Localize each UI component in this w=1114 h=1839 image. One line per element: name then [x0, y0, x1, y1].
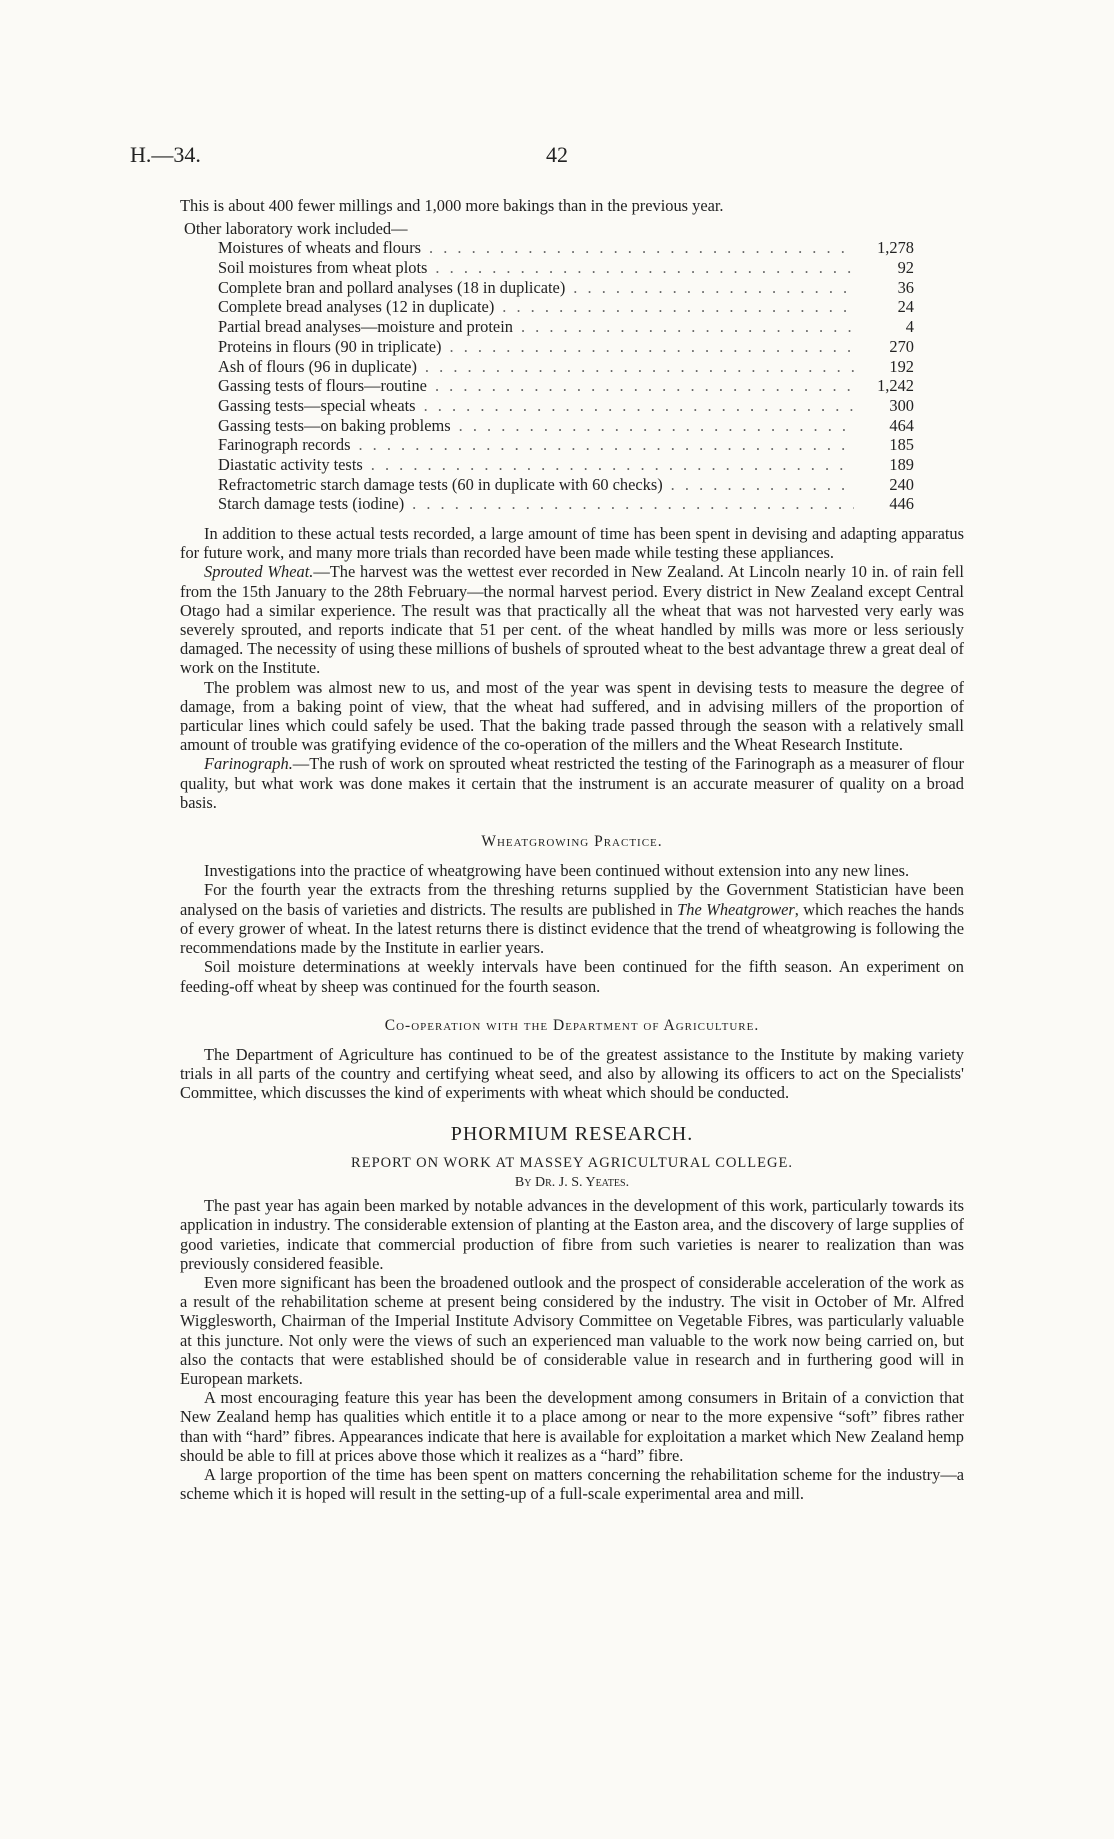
cooperation-heading: Co-operation with the Department of Agriculture. [384, 1016, 760, 1034]
cooperation-p1: The Department of Agriculture has continued to be of the greatest assistance to the Institute by making variety trials in all parts of the country and certifying wheat seed, and also by allowing its officers to act on the Specialists' Committee, which discusses the kind of experiments with wheat which should be conducted. [180, 1044, 964, 1103]
phormium-p4: A large proportion of the time has been spent on matters concerning the rehabilitation scheme for the industry—a scheme which it is hoped will result in the setting-up of a full-scale experimental area and mill. [180, 1464, 964, 1504]
dot-leader [416, 396, 854, 415]
lab-work-item-label: Ash of flours (96 in duplicate) [218, 356, 417, 376]
farinograph-paragraph [180, 754, 964, 812]
dot-leader [494, 297, 854, 316]
phormium-heading: PHORMIUM RESEARCH. [450, 1122, 694, 1145]
lab-work-item-label: Refractometric starch damage tests (60 in duplicate with 60 checks) [218, 474, 663, 494]
dot-leader [451, 416, 854, 435]
wheatgrowing-p2 [180, 880, 964, 957]
document-body [180, 196, 964, 1503]
lab-work-row [218, 435, 914, 455]
lab-work-row [218, 238, 914, 258]
lab-work-item-value: 189 [889, 454, 914, 474]
lab-work-item-value: 1,278 [877, 238, 914, 258]
wheatgrowing-p2-before: For the fourth year the extracts from the threshing returns supplied by the Government Statistician have been analysed on the basis of varieties and districts. The results are published in [180, 880, 964, 919]
sprouted-wheat-text: —The harvest was the wettest ever recorded in New Zealand. At Lincoln nearly 10 in. of rain fell from the 15th January to the 28th February—the normal harvest period. Every district in New Zealand except Central Otago had a similar experience. The result was that practically all the wheat that was not harvested very early was severely sprouted, and reports indicate that 51 per cent. of the wheat handled by mills was more or less seriously damaged. The necessity of using these millions of bushels of sprouted wheat to the best advantage threw a great deal of work on the Institute. [180, 562, 964, 678]
phormium-p1: The past year has again been marked by notable advances in the development of this work, particularly towards its application in industry. The considerable extension of planting at the Easton area, and the discovery of large supplies of good varieties, indicate that commercial production of fibre from such varieties is nearer to realization than was previously considered feasible. [180, 1196, 964, 1273]
page-header [130, 142, 984, 172]
lab-work-row [218, 278, 914, 298]
lab-work-item-label: Diastatic activity tests [218, 454, 363, 474]
intro-paragraph: This is about 400 fewer millings and 1,000 more bakings than in the previous year. [180, 196, 724, 215]
dot-leader [442, 337, 854, 356]
dot-leader [363, 455, 854, 474]
sprouted-wheat-title: Sprouted Wheat. [204, 562, 314, 582]
wheatgrowing-p1: Investigations into the practice of wheatgrowing have been continued without extension into any new lines. [204, 861, 910, 881]
dot-leader [421, 238, 854, 257]
dot-leader [565, 278, 854, 297]
lab-work-row [218, 494, 914, 514]
lab-work-item-label: Gassing tests—special wheats [218, 395, 416, 415]
lab-work-row [218, 357, 914, 377]
lab-work-item-value: 92 [897, 258, 914, 278]
lab-work-item-label: Complete bread analyses (12 in duplicate) [218, 297, 495, 317]
lab-work-item-value: 24 [897, 297, 914, 317]
lab-work-item-value: 185 [889, 435, 914, 455]
lab-work-item-label: Proteins in flours (90 in triplicate) [218, 336, 442, 356]
phormium-subheading: REPORT ON WORK AT MASSEY AGRICULTURAL COLLEGE. [351, 1154, 793, 1171]
lab-work-item-label: Farinograph records [218, 435, 351, 455]
dot-leader [427, 258, 854, 277]
addition-paragraph: In addition to these actual tests recorded, a large amount of time has been spent in devising and adapting apparatus for future work, and many more trials than recorded have been made while testing these appliances. [180, 524, 964, 563]
lab-work-row [218, 297, 914, 317]
lab-work-row [218, 396, 914, 416]
lab-work-item-value: 446 [889, 494, 914, 514]
lab-work-item-value: 36 [897, 277, 914, 297]
lab-work-item-value: 4 [905, 317, 914, 337]
lab-work-item-label: Partial bread analyses—moisture and protein [218, 317, 513, 337]
dot-leader [663, 475, 854, 494]
phormium-p3: A most encouraging feature this year has been the development among consumers in Britain of a conviction that New Zealand hemp has qualities which entitle it to a place among or near to the more expensive “soft” fibres rather than with “hard” fibres. Appearances indicate that here is available for exploitation a market which New Zealand hemp should be able to fill at prices above those which it realizes as a “hard” fibre. [180, 1388, 964, 1465]
lab-work-item-label: Gassing tests of flours—routine [218, 376, 427, 396]
lab-work-row [218, 475, 914, 495]
lab-work-item-value: 192 [889, 356, 914, 376]
wheatgrowing-heading: Wheatgrowing Practice. [481, 833, 663, 851]
lab-work-table [218, 238, 914, 514]
dot-leader [404, 494, 854, 513]
dot-leader [427, 376, 854, 395]
lab-work-item-value: 240 [889, 474, 914, 494]
farinograph-text: —The rush of work on sprouted wheat restricted the testing of the Farinograph as a measurer of flour quality, but what work was done makes it certain that the instrument is an accurate measurer of quality on a broad basis. [180, 754, 964, 812]
lab-work-item-label: Starch damage tests (iodine) [218, 494, 405, 514]
lab-work-item-label: Moistures of wheats and flours [218, 238, 422, 258]
wheatgrower-title: The Wheatgrower [677, 899, 795, 919]
lab-work-row [218, 376, 914, 396]
lab-work-item-value: 1,242 [877, 376, 914, 396]
dot-leader [513, 317, 854, 336]
problem-paragraph: The problem was almost new to us, and most of the year was spent in devising tests to measure the degree of damage, from a baking point of view, that the wheat had suffered, and in advising millers of the proportion of particular lines which could safely be used. That the baking trade passed through the season with a relatively small amount of trouble was gratifying evidence of the co-operation of the millers and the Wheat Research Institute. [180, 677, 964, 755]
lab-work-row [218, 416, 914, 436]
lab-work-item-value: 300 [889, 395, 914, 415]
lab-work-item-label: Soil moistures from wheat plots [218, 258, 428, 278]
lab-work-row [218, 337, 914, 357]
wheatgrowing-p3: Soil moisture determinations at weekly intervals have been continued for the fifth season. An experiment on feeding-off wheat by sheep was continued for the fourth season. [180, 957, 964, 996]
lab-work-row [218, 317, 914, 337]
phormium-p2: Even more significant has been the broadened outlook and the prospect of considerable acceleration of the work as a result of the rehabilitation scheme at present being considered by the industry. The visit in October of Mr. Alfred Wigglesworth, Chairman of the Imperial Institute Advisory Committee on Vegetable Fibres, was particularly valuable at this juncture. Not only were the views of such an experienced man valuable to the work now being carried on, but also the contacts that were established should be of considerable value in research and in furthering good will in European markets. [180, 1272, 964, 1388]
farinograph-title: Farinograph. [204, 754, 293, 774]
lab-work-item-label: Gassing tests—on baking problems [218, 415, 451, 435]
lab-work-row [218, 258, 914, 278]
wheatgrowing-p2-after: , which reaches the hands of every grower of wheat. In the latest returns there is distinct evidence that the trend of wheatgrowing is following the recommendations made by the Institute in earlier years. [180, 899, 964, 958]
dot-leader [417, 357, 854, 376]
lab-work-item-value: 270 [889, 336, 914, 356]
lab-work-item-value: 464 [889, 415, 914, 435]
lab-work-row [218, 455, 914, 475]
phormium-byline: By Dr. J. S. Yeates. [514, 1174, 630, 1190]
document-code: H.—34. [130, 142, 201, 167]
page-number: 42 [546, 142, 568, 167]
lab-work-item-label: Complete bran and pollard analyses (18 in duplicate) [218, 277, 566, 297]
sprouted-wheat-paragraph [180, 562, 964, 677]
dot-leader [350, 435, 854, 454]
lab-work-label: Other laboratory work included— [184, 219, 408, 239]
